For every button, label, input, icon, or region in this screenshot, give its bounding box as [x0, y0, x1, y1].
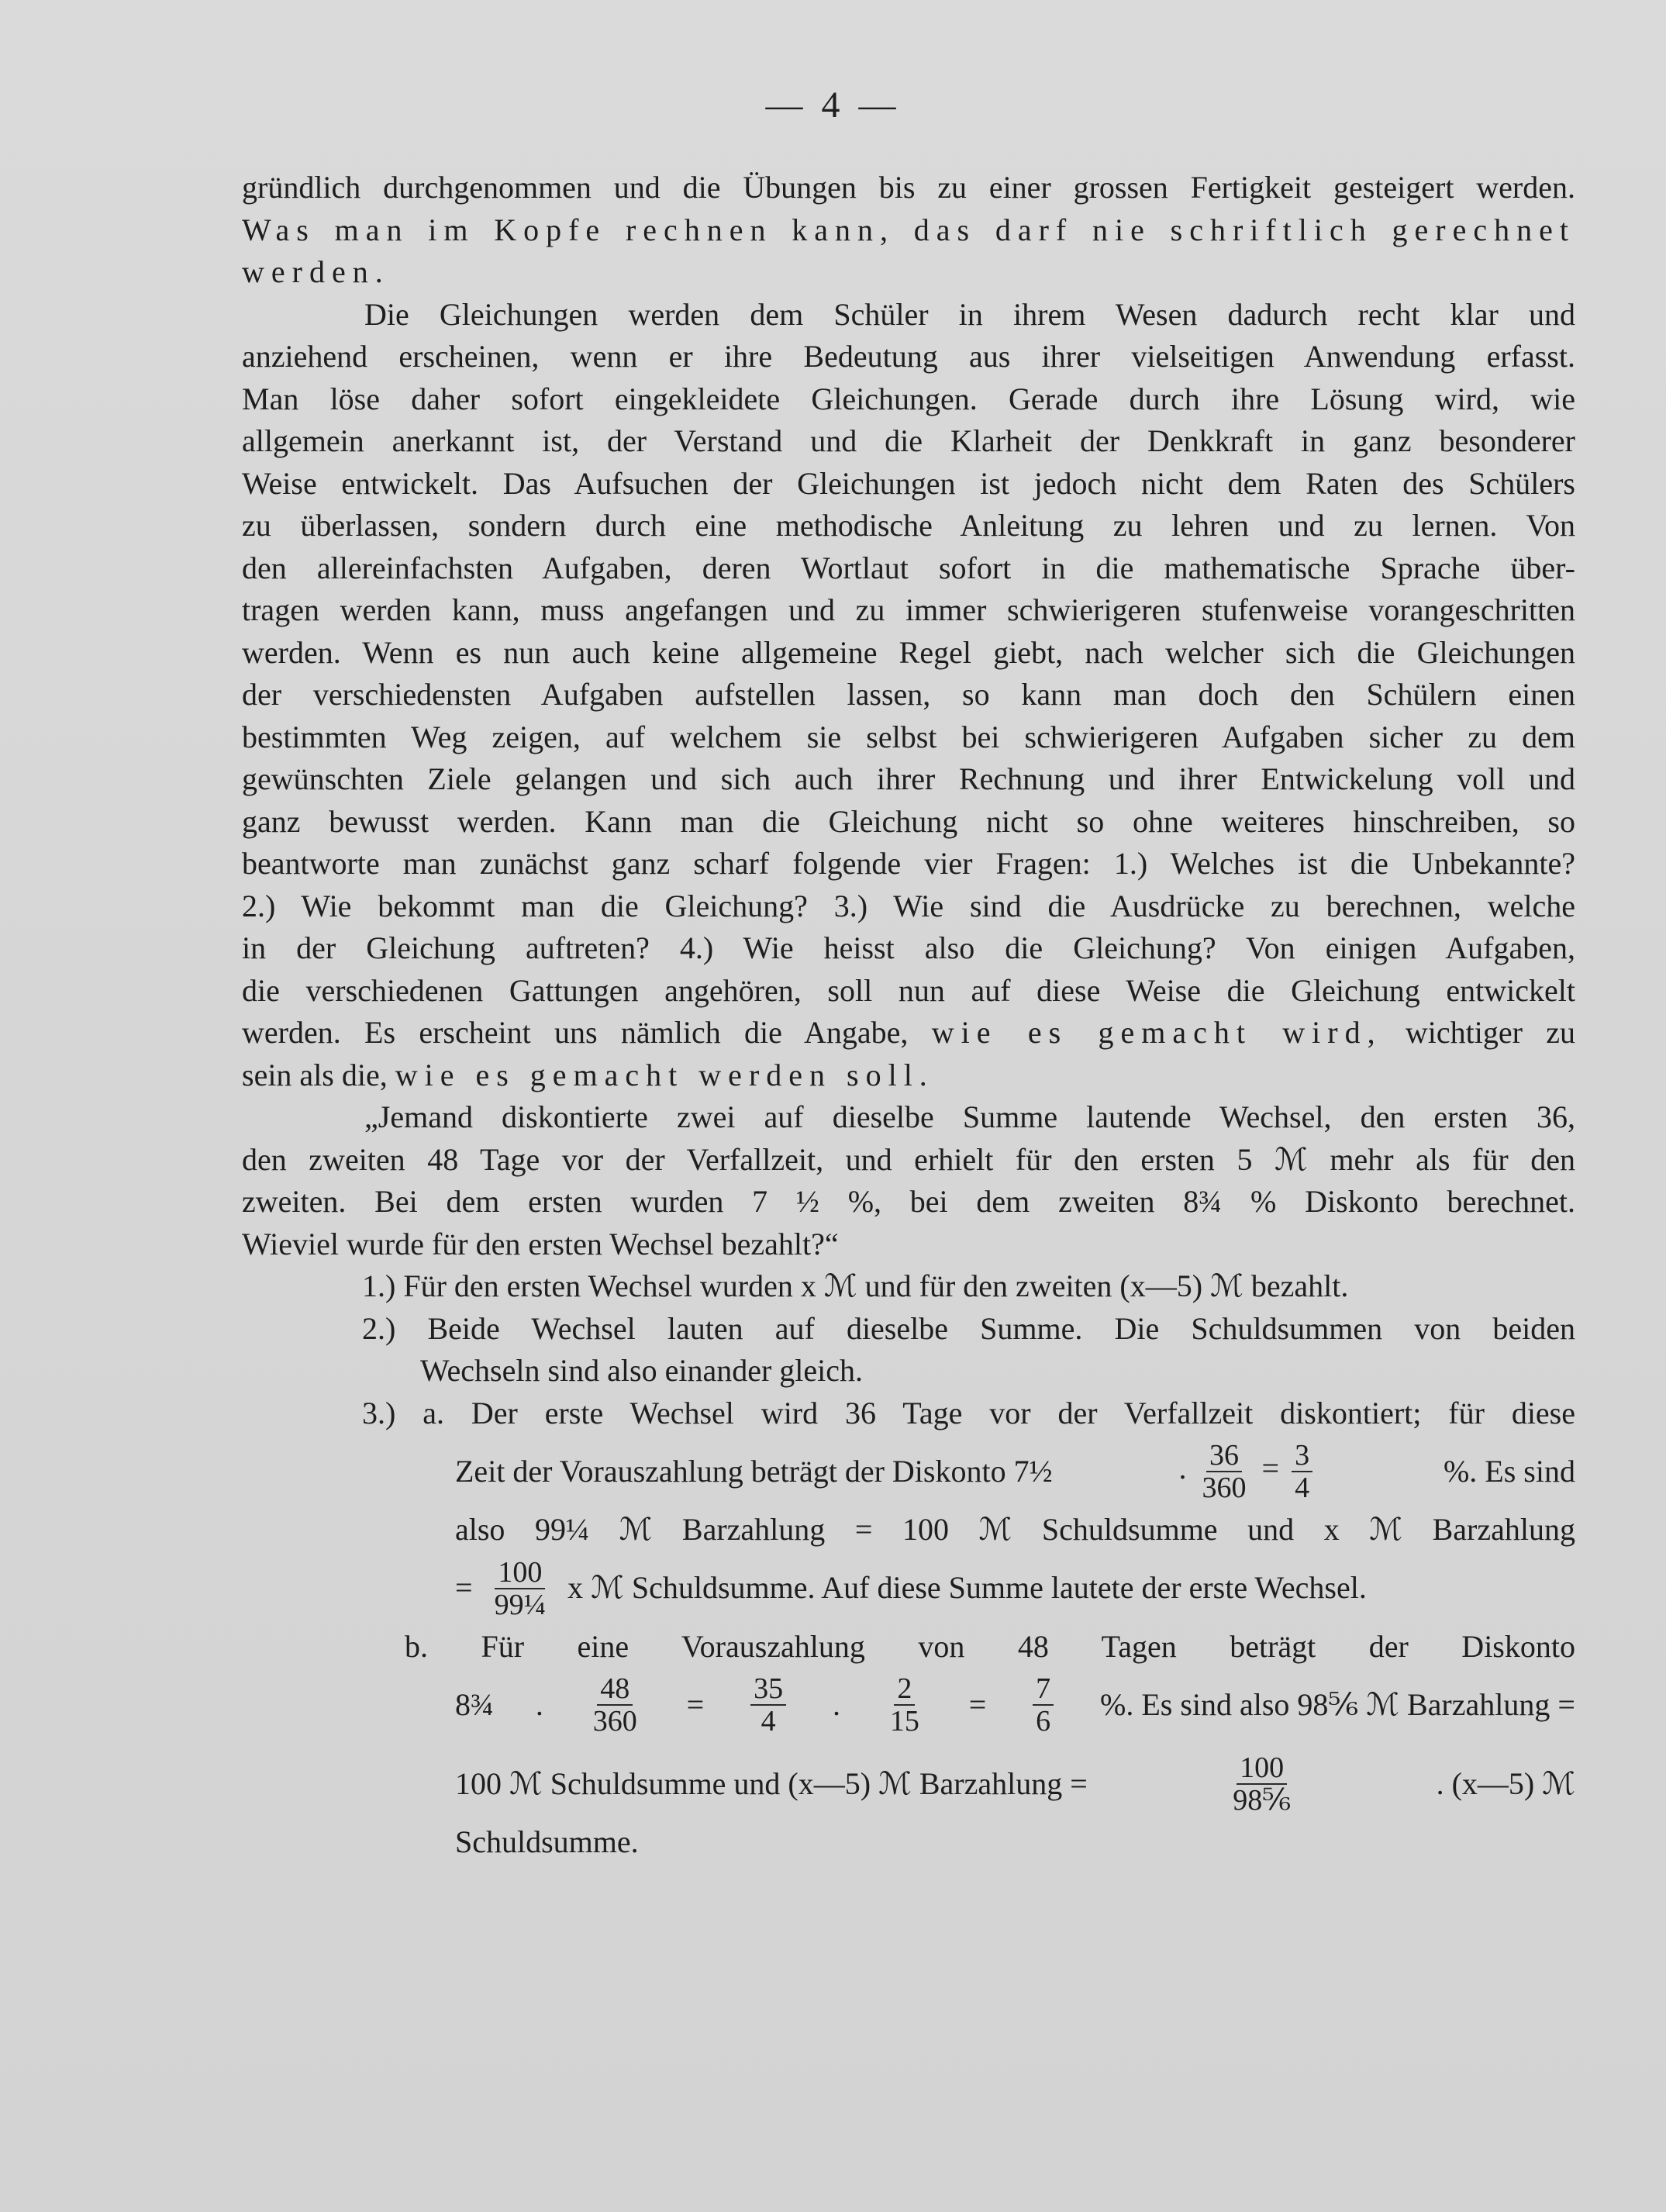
text-run: wichtiger zu	[1405, 1015, 1576, 1050]
text-line: zu überlassen, sondern durch eine methodische Anleitung zu lehren und zu lernen. Von	[242, 508, 1575, 543]
text-run: 8¾	[455, 1686, 494, 1722]
paragraph-start: Die Gleichungen werden dem Schüler in ihrem Wesen dadurch recht klar und	[364, 296, 1575, 332]
text-line: also 99¼ ℳ Barzahlung = 100 ℳ Schuldsumme und x ℳ Barzahlung	[455, 1512, 1575, 1547]
text-line: 2.) Wie bekommt man die Gleichung? 3.) Wie sind die Ausdrücke zu berechnen, welche	[242, 888, 1575, 923]
text-line: werden. Wenn es nun auch keine allgemeine Regel giebt, nach welcher sich die Gleichungen	[242, 634, 1575, 670]
text-run: 100 ℳ Schuldsumme und (x—5) ℳ Barzahlung =	[455, 1765, 1088, 1801]
fraction: $\frac{35}{4}$	[750, 1673, 786, 1737]
text-run: %. Es sind	[1443, 1453, 1575, 1489]
fraction: $\frac{7}{6}$	[1033, 1673, 1054, 1737]
problem-start: „Jemand diskontierte zwei auf dieselbe Summe lautende Wechsel, den ersten 36,	[364, 1099, 1575, 1134]
text-line	[242, 1012, 1575, 1054]
spaced-text-line: Was man im Kopfe rechnen kann, das darf nie schriftlich gerechnet	[242, 212, 1575, 247]
body-text	[242, 167, 1575, 1864]
equation-line: 8¾ . $\frac{48}{360}$ = $\frac{35}{4}$ . $\frac{2}{15}$ = $\frac{7}{6}$ %. Es sind also 98⅚ ℳ Barzahlung =	[455, 1672, 1575, 1738]
text-line: die verschiedenen Gattungen angehören, soll nun auf diese Weise die Gleichung entwickelt	[242, 972, 1575, 1008]
text-line: Wechseln sind also einander gleich.	[420, 1353, 864, 1388]
text-run: werden. Es erscheint uns nämlich die Angabe,	[242, 1015, 909, 1050]
spaced-text-run: wie es gemacht werden soll.	[395, 1057, 934, 1092]
fraction: $\frac{48}{360}$	[592, 1672, 637, 1738]
fraction: 100 99¼	[494, 1555, 547, 1621]
text-run: . (x—5) ℳ	[1436, 1765, 1575, 1801]
equation: . $\frac{36}{360}$ = $\frac{3}{4}$	[1179, 1440, 1318, 1503]
text-line: Schuldsumme.	[455, 1824, 639, 1859]
text-line: Man löse daher sofort eingekleidete Gleichungen. Gerade durch ihre Lösung wird, wie	[242, 381, 1575, 416]
text-run: x ℳ Schuldsumme. Auf diese Summe lautete der erste Wechsel.	[567, 1570, 1367, 1606]
text-run: %. Es sind also 98⅚ ℳ Barzahlung =	[1100, 1686, 1575, 1722]
fraction: $\frac{3}{4}$	[1292, 1440, 1312, 1503]
text-line: beantworte man zunächst ganz scharf folgende vier Fragen: 1.) Welches ist die Unbekannte?	[242, 846, 1575, 881]
text-line: tragen werden kann, muss angefangen und zu immer schwierigeren stufenweise vorangeschritten	[242, 592, 1575, 627]
solution-step-2: 2.) Beide Wechsel lauten auf dieselbe Summe. Die Schuldsummen von beiden	[362, 1310, 1575, 1346]
equation-line: = 100 99¼ x ℳ Schuldsumme. Auf diese Summe lautete der erste Wechsel.	[455, 1555, 1367, 1621]
text-line	[242, 1054, 1575, 1097]
fraction: $\frac{2}{15}$	[889, 1672, 919, 1738]
text-line: gründlich durchgenommen und die Übungen bis zu einer grossen Fertigkeit gesteigert werden.	[242, 170, 1575, 205]
spaced-text-line: werden.	[242, 254, 390, 289]
text-line: in der Gleichung auftreten? 4.) Wie heisst also die Gleichung? Von einigen Aufgaben,	[242, 930, 1575, 965]
solution-step-3b: b. Für eine Vorauszahlung von 48 Tagen beträgt der Diskonto	[405, 1628, 1575, 1664]
text-line: ganz bewusst werden. Kann man die Gleichung nicht so ohne weiteres hinschreiben, so	[242, 803, 1575, 839]
equation-line	[242, 1747, 1575, 1821]
text-line: allgemein anerkannt ist, der Verstand und die Klarheit der Denkkraft in ganz besonderer	[242, 423, 1575, 458]
fraction: $\frac{36}{360}$	[1202, 1439, 1247, 1504]
text-line: anziehend erscheinen, wenn er ihre Bedeutung aus ihrer vielseitigen Anwendung erfasst.	[242, 339, 1575, 374]
spaced-text-run: wie es gemacht wird,	[931, 1015, 1382, 1050]
solution-step-1: 1.) Für den ersten Wechsel wurden x ℳ und für den zweiten (x—5) ℳ bezahlt.	[362, 1268, 1349, 1303]
text-line: der verschiedensten Aufgaben aufstellen lassen, so kann man doch den Schülern einen	[242, 677, 1575, 712]
text-line: bestimmten Weg zeigen, auf welchem sie selbst bei schwierigeren Aufgaben sicher zu dem	[242, 719, 1575, 754]
text-line: zweiten. Bei dem ersten wurden 7 ½ %, bei dem zweiten 8¾ % Diskonto berechnet.	[242, 1184, 1575, 1219]
text-line: gewünschten Ziele gelangen und sich auch ihrer Rechnung und ihrer Entwickelung voll und	[242, 761, 1575, 796]
text-line: Wieviel wurde für den ersten Wechsel bezahlt?“	[242, 1226, 839, 1261]
text-line: den allereinfachsten Aufgaben, deren Wortlaut sofort in die mathematische Sprache über-	[242, 550, 1575, 585]
text-run: Zeit der Vorauszahlung beträgt der Diskonto 7½	[455, 1453, 1053, 1489]
solution-step-3a: 3.) a. Der erste Wechsel wird 36 Tage vor der Verfallzeit diskontiert; für diese	[362, 1395, 1575, 1430]
text-run: sein als die,	[242, 1057, 388, 1092]
fraction: $\frac{100}{\text{98⅚}}$	[1233, 1751, 1292, 1817]
equation-line	[242, 1434, 1575, 1509]
page-number: — 4 —	[765, 85, 901, 126]
text-line: den zweiten 48 Tage vor der Verfallzeit, und erhielt für den ersten 5 ℳ mehr als für den	[242, 1141, 1575, 1177]
text-line: Weise entwickelt. Das Aufsuchen der Gleichungen ist jedoch nicht dem Raten des Schülers	[242, 465, 1575, 501]
